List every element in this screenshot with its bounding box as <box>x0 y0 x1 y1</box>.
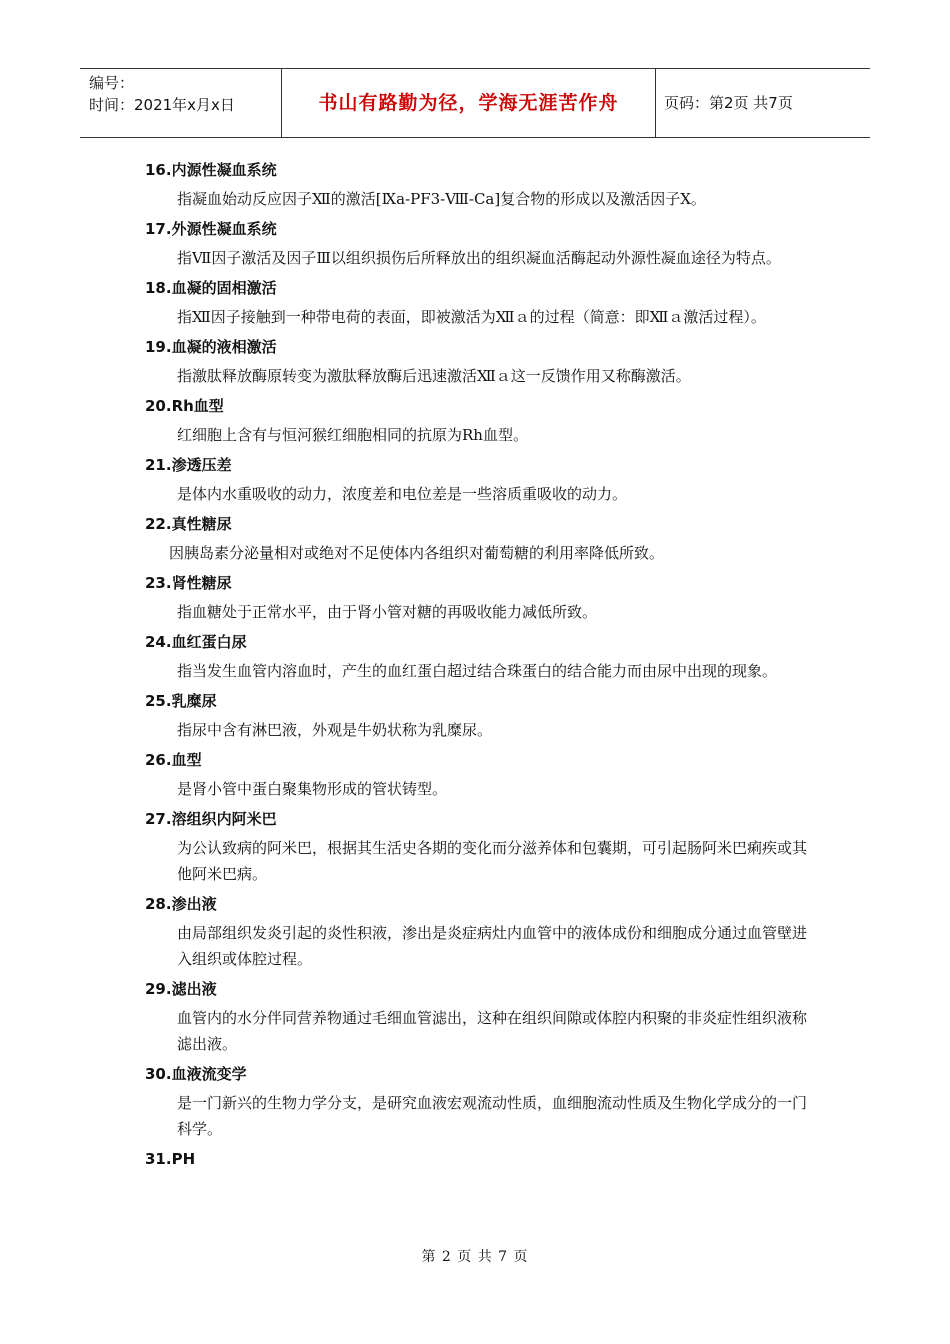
glossary-entry <box>145 630 825 684</box>
page-info: 页码：第2页 共7页 <box>664 94 793 112</box>
entry-definition: 由局部组织发炎引起的炎性积液，渗出是炎症病灶内血管中的液体成份和细胞成分通过血管壁进入组织或体腔过程。 <box>177 924 808 968</box>
glossary-entry <box>145 276 825 330</box>
entry-term: 18.血凝的固相激活 <box>145 279 277 297</box>
entry-term: 22.真性糖尿 <box>145 515 232 533</box>
header-meta <box>80 69 282 137</box>
entry-definition: 是肾小管中蛋白聚集物形成的管状铸型。 <box>177 780 448 798</box>
entry-term: 29.滤出液 <box>145 980 217 998</box>
time-label: 时间：2021年x月x日 <box>89 96 235 114</box>
motto: 书山有路勤为径，学海无涯苦作舟 <box>318 92 619 114</box>
glossary-entry <box>145 1062 825 1142</box>
serial-label: 编号： <box>89 74 135 92</box>
entry-term: 24.血红蛋白尿 <box>145 633 247 651</box>
entry-definition: 为公认致病的阿米巴，根据其生活史各期的变化而分滋养体和包囊期，可引起肠阿米巴痢疾或其他阿米巴病。 <box>177 839 808 883</box>
glossary-content <box>145 158 825 1176</box>
entry-term: 28.渗出液 <box>145 895 217 913</box>
entry-term: 27.溶组织内阿米巴 <box>145 810 277 828</box>
glossary-entry <box>145 1147 825 1171</box>
entry-term: 23.肾性糖尿 <box>145 574 232 592</box>
glossary-entry <box>145 748 825 802</box>
entry-definition: 指凝血始动反应因子Ⅻ的激活[Ⅸa-PF3-Ⅷ-Ca]复合物的形成以及激活因子Ⅹ。 <box>177 190 706 208</box>
page-header <box>80 68 870 138</box>
glossary-entry <box>145 512 825 566</box>
glossary-entry <box>145 158 825 212</box>
glossary-entry <box>145 453 825 507</box>
glossary-entry <box>145 892 825 972</box>
entry-term: 16.内源性凝血系统 <box>145 161 277 179</box>
entry-term: 25.乳糜尿 <box>145 692 217 710</box>
header-page-cell <box>656 69 870 137</box>
entry-term: 19.血凝的液相激活 <box>145 338 277 356</box>
header-motto-cell <box>282 69 656 137</box>
entry-term: 21.渗透压差 <box>145 456 232 474</box>
entry-definition: 指尿中含有淋巴液，外观是牛奶状称为乳糜尿。 <box>177 721 493 739</box>
entry-term: 30.血液流变学 <box>145 1065 247 1083</box>
page-footer: 第 2 页 共 7 页 <box>421 1249 529 1265</box>
entry-definition: 血管内的水分伴同营养物通过毛细血管滤出，这种在组织间隙或体腔内积聚的非炎症性组织液称滤出液。 <box>177 1009 808 1053</box>
glossary-entry <box>145 807 825 887</box>
entry-definition: 是体内水重吸收的动力，浓度差和电位差是一些溶质重吸收的动力。 <box>177 485 628 503</box>
entry-term: 31.PH <box>145 1150 196 1168</box>
entry-term: 20.Rh血型 <box>145 397 224 415</box>
entry-definition: 指血糖处于正常水平，由于肾小管对糖的再吸收能力减低所致。 <box>177 603 598 621</box>
glossary-entry <box>145 977 825 1057</box>
entry-definition: 是一门新兴的生物力学分支，是研究血液宏观流动性质，血细胞流动性质及生物化学成分的一门科学。 <box>177 1094 808 1138</box>
glossary-entry <box>145 689 825 743</box>
glossary-entry <box>145 335 825 389</box>
entry-definition: 指激肽释放酶原转变为激肽释放酶后迅速激活Ⅻａ这一反馈作用又称酶激活。 <box>177 367 691 385</box>
glossary-entry <box>145 217 825 271</box>
entry-term: 17.外源性凝血系统 <box>145 220 277 238</box>
glossary-entry <box>145 571 825 625</box>
entry-definition: 指Ⅻ因子接触到一种带电荷的表面，即被激活为Ⅻａ的过程（简意：即Ⅻａ激活过程）。 <box>177 308 766 326</box>
entry-definition: 指Ⅶ因子激活及因子Ⅲ以组织损伤后所释放出的组织凝血活酶起动外源性凝血途径为特点。 <box>177 249 781 267</box>
entry-term: 26.血型 <box>145 751 202 769</box>
entry-definition: 红细胞上含有与恒河猴红细胞相同的抗原为Rh血型。 <box>177 426 528 444</box>
entry-definition: 因胰岛素分泌量相对或绝对不足使体内各组织对葡萄糖的利用率降低所致。 <box>169 544 665 562</box>
glossary-entry <box>145 394 825 448</box>
entry-definition: 指当发生血管内溶血时，产生的血红蛋白超过结合珠蛋白的结合能力而由尿中出现的现象。 <box>177 662 778 680</box>
